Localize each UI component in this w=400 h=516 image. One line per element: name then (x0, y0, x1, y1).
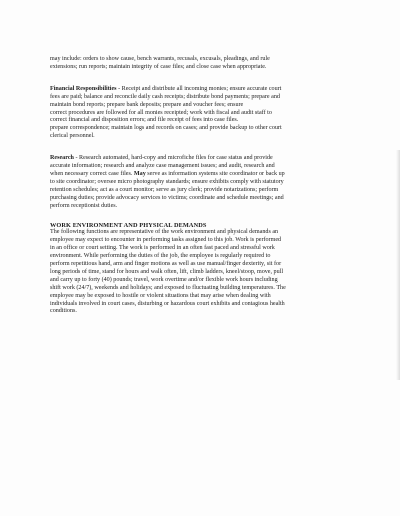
text-line: environment. While performing the duties of the job, the employee is regularly required to (50, 253, 271, 260)
text-line: correct procedures are followed for all monies receipted; work with fiscal and audit staff to (50, 109, 272, 116)
financial-title: Financial Responsibilities (50, 85, 117, 92)
research-title: Research (50, 155, 74, 162)
text-line: in an office or court setting. The work is performed in an often fast paced and stressful work (50, 245, 275, 252)
intro-paragraph (50, 56, 355, 72)
text-line: clerical personnel. (50, 133, 95, 140)
text-line: employee may expect to encounter in performing tasks assigned to this job. Work is performed (50, 237, 282, 244)
text-line: shift work (24/7), weekends and holidays; and exposed to fluctuating building temperatures. The (50, 284, 286, 291)
text-line: serve as information systems site coordinator or back up (145, 170, 285, 177)
text-line: and carry up to forty (40) pounds; travel, work overtime and/or flexible work hours including (50, 276, 278, 283)
text-line: - Research automated, hard-copy and microfiche files for case status and provide (73, 155, 273, 162)
text-line: to site coordinator; oversee micro photography standards; ensure exhibits comply with statutory (50, 178, 284, 185)
text-line: extensions; run reports; maintain integrity of case files; and close case when appropriate. (50, 63, 267, 70)
text-line: employee may be exposed to hostile or violent situations that may arise when dealing with (50, 292, 271, 299)
text-line: correct financial and disposition errors; and file receipt of fees into case files. (50, 117, 239, 124)
text-line: individuals involved in court cases, disturbing or hazardous court exhibits and contagious health (50, 300, 285, 307)
text-line: retention schedules; act as a court monitor; serve as jury clerk; provide notarizations; perform (50, 186, 279, 193)
text-line: conditions. (50, 308, 77, 315)
research-paragraph (50, 155, 355, 210)
section-heading: WORK ENVIRONMENT AND PHYSICAL DEMANDS (50, 221, 207, 229)
text-line: may include: orders to show cause, bench warrants, recusals, excusals, pleadings, and rule (50, 56, 270, 62)
document-body (50, 56, 355, 316)
text-line: The following functions are representative of the work environment and physical demands an (50, 229, 279, 236)
text-line: fees are paid; balance and reconcile daily cash receipts; distribute bond payments; prepare and (50, 93, 280, 100)
text-line: long periods of time, stand for hours and walk often, lift, climb ladders, kneel/stoop, move, pull (50, 268, 284, 275)
text-line: purchasing duties; provide advocacy services to victims; coordinate and schedule meetings; and (50, 194, 284, 201)
text-line: perform repetitious hand, arm and finger motions as well as use manual/finger dexterity, sit for (50, 261, 282, 268)
text-line: prepare correspondence; maintain logs and records on cases; and provide backup to other court (50, 125, 282, 132)
work-environment-section (50, 222, 355, 317)
text-line: - Receipt and distribute all incoming monies; ensure accurate court (116, 85, 282, 92)
text-line: maintain bond reports; prepare bank deposits; prepare and voucher fees; ensure (50, 101, 244, 108)
text-line: when necessary correct case files. (50, 170, 133, 177)
financial-paragraph (50, 86, 355, 141)
text-line: perform receptionist duties. (50, 202, 118, 209)
page-edge-shadow (396, 150, 400, 380)
text-line: accurate information; research and analyze case management issues; and audit, research and (50, 163, 275, 170)
may-emphasis: May (133, 170, 146, 177)
